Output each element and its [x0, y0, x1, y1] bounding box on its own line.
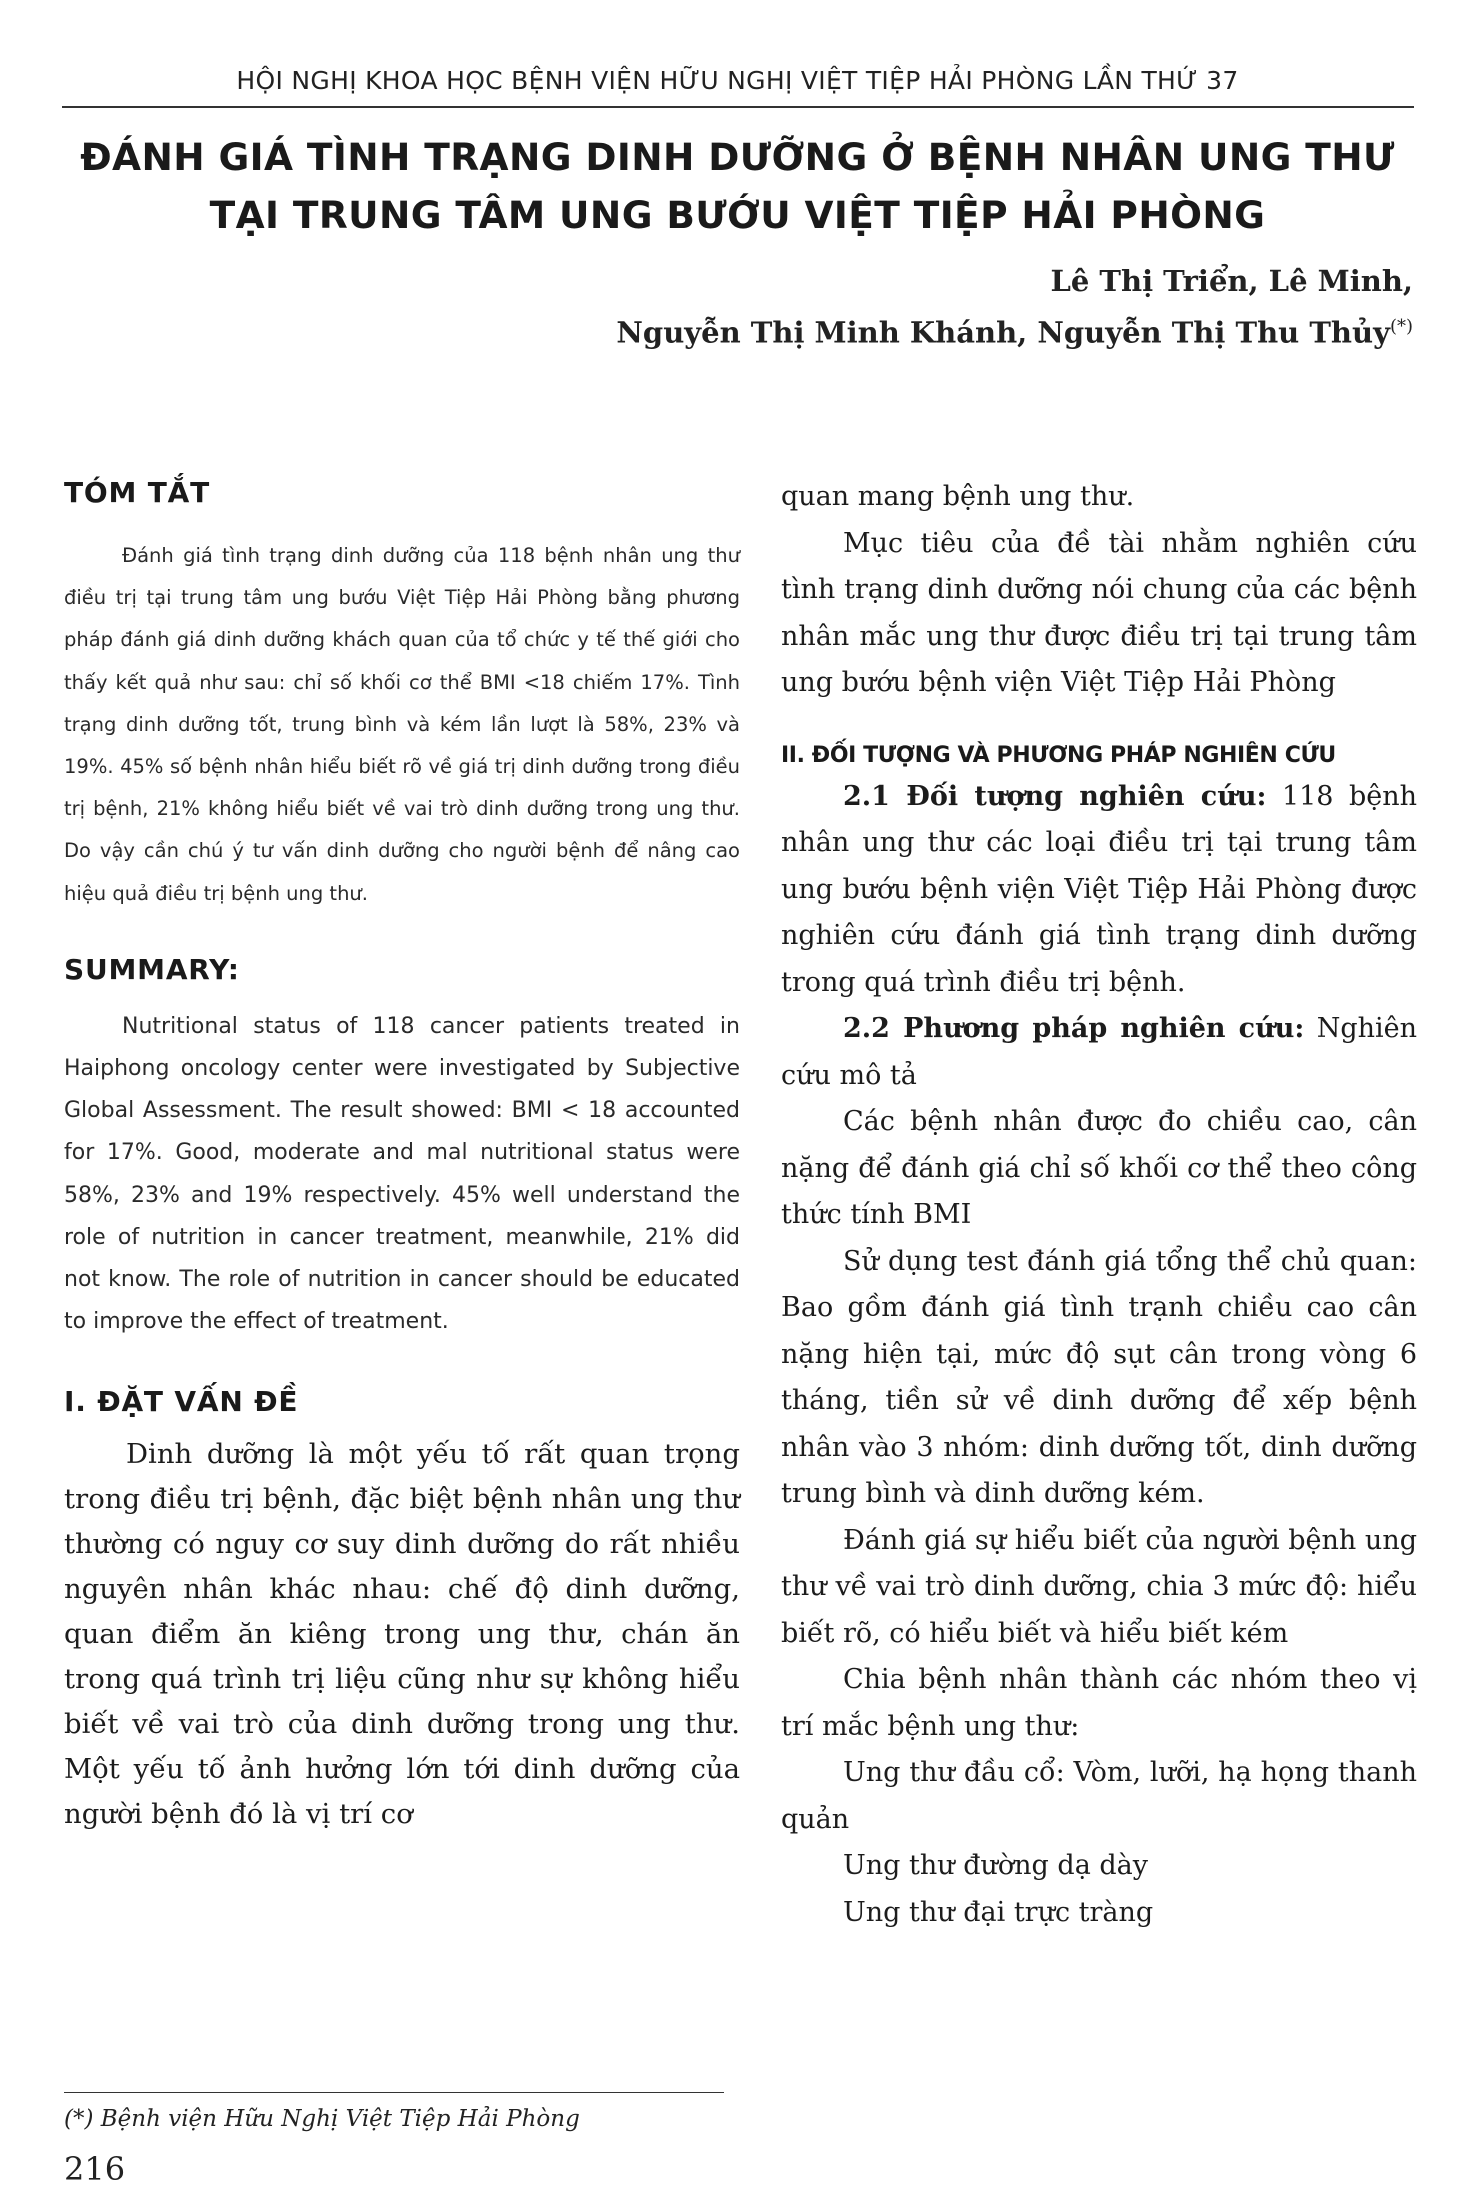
methods-paragraph [781, 1006, 1417, 1099]
author-affiliation-mark: (*) [1389, 316, 1413, 337]
summary-text: Nutritional status of 118 cancer patients treated in Haiphong oncology center were investigated by Subjective Global Assessment. The result showed: BMI < 18 accounted for 17%. Good, moderate and mal nutritional status were 58%, 23% and 19% respectively. 45% well understand the role of nutrition in cancer treatment, meanwhile, 21% did not know. The role of nutrition in cancer should be educated to improve the effect of treatment. [64, 1013, 740, 1335]
section-2-heading: II. ĐỐI TƯỢNG VÀ PHƯƠNG PHÁP NGHIÊN CỨU [781, 742, 1336, 768]
list-item: Ung thư đầu cổ: Vòm, lưỡi, hạ họng thanh quản [781, 1757, 1417, 1835]
sga-paragraph: Sử dụng test đánh giá tổng thể chủ quan: Bao gồm đánh giá tình trạnh chiều cao cân nặng hiện tại, mức độ sụt cân trong vòng 6 tháng, tiền sử về dinh dưỡng để xếp bệnh nhân vào 3 nhóm: dinh dưỡng tốt, dinh dưỡng trung bình và dinh dưỡng kém. [781, 1245, 1417, 1509]
article-title [60, 128, 1415, 244]
knowledge-paragraph: Đánh giá sự hiểu biết của người bệnh ung thư về vai trò dinh dưỡng, chia 3 mức độ: hiểu biết rõ, có hiểu biết và hiểu biết kém [781, 1524, 1417, 1649]
methods-label: 2.2 Phương pháp nghiên cứu: [843, 1013, 1305, 1044]
title-line-2: TẠI TRUNG TÂM UNG BƯỚU VIỆT TIỆP HẢI PHÒNG [209, 193, 1266, 237]
footnote: (*) Bệnh viện Hữu Nghị Việt Tiệp Hải Phòng [64, 2106, 580, 2132]
summary-heading: SUMMARY: [64, 952, 240, 986]
groups-paragraph: Chia bệnh nhân thành các nhóm theo vị trí mắc bệnh ung thư: [781, 1664, 1417, 1742]
footnote-rule [64, 2092, 724, 2093]
left-column [64, 476, 740, 1837]
right-column [781, 474, 1417, 1936]
subjects-label: 2.1 Đối tượng nghiên cứu: [843, 780, 1267, 812]
section-1-paragraph-continued: quan mang bệnh ung thư. [781, 481, 1135, 512]
abstract-text: Đánh giá tình trạng dinh dưỡng của 118 bệnh nhân ung thư điều trị tại trung tâm ung bướu Việt Tiệp Hải Phòng bằng phương pháp đánh giá dinh dưỡng khách quan của tổ chức y tế thế giới cho thấy kết quả như sau: chỉ số khối cơ thể BMI <18 chiếm 17%. Tình trạng dinh dưỡng tốt, trung bình và kém lần lượt là 58%, 23% và 19%. 45% số bệnh nhân hiểu biết rõ về giá trị dinh dưỡng trong điều trị bệnh, 21% không hiểu biết về vai trò dinh dưỡng trong ung thư. Do vậy cần chú ý tư vấn dinh dưỡng cho người bệnh để nâng cao hiệu quả điều trị bệnh ung thư. [64, 544, 740, 905]
authors-line-1: Lê Thị Triển, Lê Minh, [1050, 264, 1413, 298]
header-rule [62, 106, 1414, 108]
list-item: Ung thư đại trực tràng [843, 1896, 1154, 1928]
methods-text: Nghiên cứu mô tả [781, 1013, 1417, 1091]
section-1-heading: I. ĐẶT VẤN ĐỀ [64, 1385, 299, 1419]
running-header: HỘI NGHỊ KHOA HỌC BỆNH VIỆN HỮU NGHỊ VIỆT TIỆP HẢI PHÒNG LẦN THỨ 37 [236, 66, 1239, 95]
subjects-text: 118 bệnh nhân ung thư các loại điều trị tại trung tâm ung bướu bệnh viện Việt Tiệp Hải Phòng được nghiên cứu đánh giá tình trạng dinh dưỡng trong quá trình điều trị bệnh. [781, 780, 1417, 998]
authors-line-2 [513, 304, 1413, 356]
section-1-paragraph: Dinh dưỡng là một yếu tố rất quan trọng trong điều trị bệnh, đặc biệt bệnh nhân ung thư thường có nguy cơ suy dinh dưỡng do rất nhiều nguyên nhân khác nhau: chế độ dinh dưỡng, quan điểm ăn kiêng trong ung thư, chán ăn trong quá trình trị liệu cũng như sự không hiểu biết về vai trò của dinh dưỡng trong ung thư. Một yếu tố ảnh hưởng lớn tới dinh dưỡng của người bệnh đó là vị trí cơ [64, 1438, 740, 1830]
subjects-paragraph [781, 774, 1417, 1007]
authors-line-2-text: Nguyễn Thị Minh Khánh, Nguyễn Thị Thu Thủy [616, 315, 1390, 350]
list-item: Ung thư đường dạ dày [843, 1850, 1149, 1881]
section-1-objective: Mục tiêu của đề tài nhằm nghiên cứu tình trạng dinh dưỡng nói chung của các bệnh nhân mắc ung thư được điều trị tại trung tâm ung bướu bệnh viện Việt Tiệp Hải Phòng [781, 527, 1417, 698]
abstract-heading: TÓM TẮT [64, 476, 210, 509]
title-line-1: ĐÁNH GIÁ TÌNH TRẠNG DINH DƯỠNG Ở BỆNH NHÂN UNG THƯ [80, 135, 1395, 179]
page-number: 216 [64, 2150, 126, 2188]
bmi-paragraph: Các bệnh nhân được đo chiều cao, cân nặng để đánh giá chỉ số khối cơ thể theo công thức tính BMI [781, 1106, 1417, 1230]
authors [513, 258, 1413, 356]
